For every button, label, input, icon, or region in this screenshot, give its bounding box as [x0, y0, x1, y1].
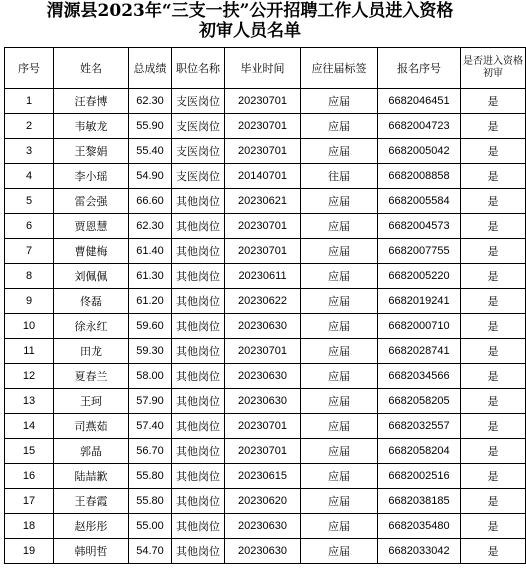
cell-position: 支医岗位	[172, 89, 225, 114]
cell-name: 王珂	[54, 389, 129, 414]
cell-score: 59.60	[129, 314, 172, 339]
cell-score: 66.60	[129, 189, 172, 214]
cell-qualified: 是	[461, 339, 526, 364]
cell-score: 55.40	[129, 139, 172, 164]
cell-registration-number: 6682005042	[378, 139, 461, 164]
cell-graduate-status: 应届	[301, 314, 378, 339]
table-row	[5, 539, 526, 564]
cell-graduation-date: 20230621	[225, 189, 301, 214]
cell-qualified: 是	[461, 389, 526, 414]
cell-graduate-status: 应届	[301, 464, 378, 489]
cell-graduate-status: 应届	[301, 439, 378, 464]
cell-position: 其他岗位	[172, 214, 225, 239]
cell-index: 12	[5, 364, 54, 389]
cell-registration-number: 6682034566	[378, 364, 461, 389]
table-header-row	[5, 48, 526, 89]
table-row	[5, 314, 526, 339]
cell-graduate-status: 应届	[301, 189, 378, 214]
cell-score: 59.30	[129, 339, 172, 364]
cell-position: 其他岗位	[172, 289, 225, 314]
table-row	[5, 514, 526, 539]
table-row	[5, 189, 526, 214]
cell-index: 18	[5, 514, 54, 539]
cell-position: 其他岗位	[172, 414, 225, 439]
cell-position: 其他岗位	[172, 464, 225, 489]
cell-registration-number: 6682002516	[378, 464, 461, 489]
cell-qualified: 是	[461, 514, 526, 539]
cell-graduation-date: 20230630	[225, 514, 301, 539]
cell-graduation-date: 20230630	[225, 364, 301, 389]
cell-qualified: 是	[461, 464, 526, 489]
cell-index: 16	[5, 464, 54, 489]
cell-score: 54.90	[129, 164, 172, 189]
cell-graduation-date: 20230701	[225, 139, 301, 164]
cell-graduate-status: 应届	[301, 214, 378, 239]
table-row	[5, 214, 526, 239]
cell-qualified: 是	[461, 364, 526, 389]
cell-name: 韦敏龙	[54, 114, 129, 139]
cell-qualified: 是	[461, 314, 526, 339]
cell-name: 夏春兰	[54, 364, 129, 389]
cell-index: 10	[5, 314, 54, 339]
cell-score: 55.90	[129, 114, 172, 139]
cell-graduation-date: 20140701	[225, 164, 301, 189]
cell-registration-number: 6682004723	[378, 114, 461, 139]
table-row	[5, 264, 526, 289]
cell-index: 11	[5, 339, 54, 364]
cell-name: 王黎娟	[54, 139, 129, 164]
cell-score: 57.90	[129, 389, 172, 414]
cell-name: 陆喆歉	[54, 464, 129, 489]
cell-position: 其他岗位	[172, 339, 225, 364]
cell-qualified: 是	[461, 539, 526, 564]
cell-position: 其他岗位	[172, 539, 225, 564]
cell-registration-number: 6682032557	[378, 414, 461, 439]
cell-position: 支医岗位	[172, 164, 225, 189]
header-registration-number: 报名序号	[378, 48, 461, 89]
cell-graduation-date: 20230701	[225, 239, 301, 264]
cell-graduation-date: 20230701	[225, 414, 301, 439]
cell-name: 王春霞	[54, 489, 129, 514]
cell-qualified: 是	[461, 139, 526, 164]
header-qualified: 是否进入资格初审	[461, 48, 526, 89]
table-row	[5, 339, 526, 364]
cell-index: 4	[5, 164, 54, 189]
cell-score: 55.80	[129, 464, 172, 489]
cell-score: 61.20	[129, 289, 172, 314]
table-row	[5, 364, 526, 389]
cell-qualified: 是	[461, 264, 526, 289]
document-title-line1: 渭源县2023年“三支一扶”公开招聘工作人员进入资格	[46, 1, 454, 21]
table-row	[5, 164, 526, 189]
cell-score: 61.40	[129, 239, 172, 264]
cell-position: 支医岗位	[172, 114, 225, 139]
cell-graduation-date: 20230630	[225, 389, 301, 414]
cell-registration-number: 6682046451	[378, 89, 461, 114]
cell-qualified: 是	[461, 239, 526, 264]
cell-qualified: 是	[461, 89, 526, 114]
cell-position: 其他岗位	[172, 264, 225, 289]
header-graduate-status: 应往届标签	[301, 48, 378, 89]
cell-graduate-status: 应届	[301, 289, 378, 314]
cell-score: 55.80	[129, 489, 172, 514]
cell-registration-number: 6682005220	[378, 264, 461, 289]
cell-graduation-date: 20230701	[225, 114, 301, 139]
cell-score: 56.70	[129, 439, 172, 464]
cell-index: 13	[5, 389, 54, 414]
candidate-table	[4, 47, 526, 564]
cell-graduation-date: 20230611	[225, 264, 301, 289]
cell-qualified: 是	[461, 214, 526, 239]
cell-registration-number: 6682019241	[378, 289, 461, 314]
cell-graduate-status: 应届	[301, 114, 378, 139]
cell-position: 其他岗位	[172, 364, 225, 389]
cell-qualified: 是	[461, 114, 526, 139]
cell-graduation-date: 20230701	[225, 89, 301, 114]
cell-qualified: 是	[461, 489, 526, 514]
cell-name: 佟磊	[54, 289, 129, 314]
cell-index: 14	[5, 414, 54, 439]
cell-registration-number: 6682008858	[378, 164, 461, 189]
cell-name: 郭晶	[54, 439, 129, 464]
cell-name: 司燕茹	[54, 414, 129, 439]
cell-score: 58.00	[129, 364, 172, 389]
cell-graduate-status: 应届	[301, 514, 378, 539]
cell-registration-number: 6682004573	[378, 214, 461, 239]
cell-position: 其他岗位	[172, 514, 225, 539]
cell-graduate-status: 应届	[301, 264, 378, 289]
header-position: 职位名称	[172, 48, 225, 89]
cell-index: 9	[5, 289, 54, 314]
cell-graduate-status: 应届	[301, 414, 378, 439]
cell-position: 其他岗位	[172, 314, 225, 339]
cell-index: 17	[5, 489, 54, 514]
table-row	[5, 414, 526, 439]
table-row	[5, 439, 526, 464]
cell-graduation-date: 20230701	[225, 439, 301, 464]
cell-registration-number: 6682058205	[378, 389, 461, 414]
cell-graduate-status: 应届	[301, 89, 378, 114]
cell-qualified: 是	[461, 189, 526, 214]
cell-graduation-date: 20230622	[225, 289, 301, 314]
cell-graduate-status: 应届	[301, 139, 378, 164]
cell-position: 其他岗位	[172, 489, 225, 514]
header-index: 序号	[5, 48, 54, 89]
table-row	[5, 139, 526, 164]
cell-position: 支医岗位	[172, 139, 225, 164]
cell-name: 汪春博	[54, 89, 129, 114]
cell-score: 57.40	[129, 414, 172, 439]
table-row	[5, 389, 526, 414]
cell-registration-number: 6682028741	[378, 339, 461, 364]
cell-graduation-date: 20230620	[225, 489, 301, 514]
cell-score: 62.30	[129, 214, 172, 239]
cell-graduate-status: 应届	[301, 489, 378, 514]
cell-name: 赵彤彤	[54, 514, 129, 539]
cell-index: 19	[5, 539, 54, 564]
cell-index: 3	[5, 139, 54, 164]
cell-name: 田龙	[54, 339, 129, 364]
header-graduation-date: 毕业时间	[225, 48, 301, 89]
header-name: 姓名	[54, 48, 129, 89]
cell-position: 其他岗位	[172, 389, 225, 414]
header-score: 总成绩	[129, 48, 172, 89]
cell-name: 徐永红	[54, 314, 129, 339]
cell-registration-number: 6682000710	[378, 314, 461, 339]
cell-graduate-status: 应届	[301, 364, 378, 389]
cell-graduation-date: 20230630	[225, 314, 301, 339]
cell-registration-number: 6682038185	[378, 489, 461, 514]
document-title-line2: 初审人员名单	[199, 21, 301, 41]
cell-registration-number: 6682035480	[378, 514, 461, 539]
cell-index: 1	[5, 89, 54, 114]
cell-graduation-date: 20230701	[225, 214, 301, 239]
cell-registration-number: 6682033042	[378, 539, 461, 564]
cell-score: 54.70	[129, 539, 172, 564]
cell-name: 曹健梅	[54, 239, 129, 264]
cell-graduate-status: 应届	[301, 389, 378, 414]
cell-index: 2	[5, 114, 54, 139]
cell-qualified: 是	[461, 439, 526, 464]
cell-index: 15	[5, 439, 54, 464]
cell-name: 雷会强	[54, 189, 129, 214]
cell-index: 8	[5, 264, 54, 289]
cell-registration-number: 6682058204	[378, 439, 461, 464]
table-row	[5, 239, 526, 264]
cell-graduation-date: 20230630	[225, 539, 301, 564]
cell-position: 其他岗位	[172, 439, 225, 464]
cell-graduate-status: 应届	[301, 339, 378, 364]
cell-index: 7	[5, 239, 54, 264]
cell-graduate-status: 应届	[301, 539, 378, 564]
cell-qualified: 是	[461, 289, 526, 314]
cell-graduate-status: 往届	[301, 164, 378, 189]
cell-registration-number: 6682007755	[378, 239, 461, 264]
cell-position: 其他岗位	[172, 239, 225, 264]
table-row	[5, 114, 526, 139]
cell-name: 李小瑶	[54, 164, 129, 189]
cell-name: 韩明哲	[54, 539, 129, 564]
cell-position: 其他岗位	[172, 189, 225, 214]
cell-graduate-status: 应届	[301, 239, 378, 264]
cell-index: 6	[5, 214, 54, 239]
table-row	[5, 289, 526, 314]
cell-registration-number: 6682005584	[378, 189, 461, 214]
cell-index: 5	[5, 189, 54, 214]
cell-graduation-date: 20230615	[225, 464, 301, 489]
cell-name: 刘佩佩	[54, 264, 129, 289]
cell-qualified: 是	[461, 414, 526, 439]
table-row	[5, 489, 526, 514]
table-row	[5, 464, 526, 489]
cell-graduation-date: 20230701	[225, 339, 301, 364]
cell-score: 55.00	[129, 514, 172, 539]
cell-score: 62.30	[129, 89, 172, 114]
table-row	[5, 89, 526, 114]
cell-score: 61.30	[129, 264, 172, 289]
cell-name: 贾恩慧	[54, 214, 129, 239]
cell-qualified: 是	[461, 164, 526, 189]
